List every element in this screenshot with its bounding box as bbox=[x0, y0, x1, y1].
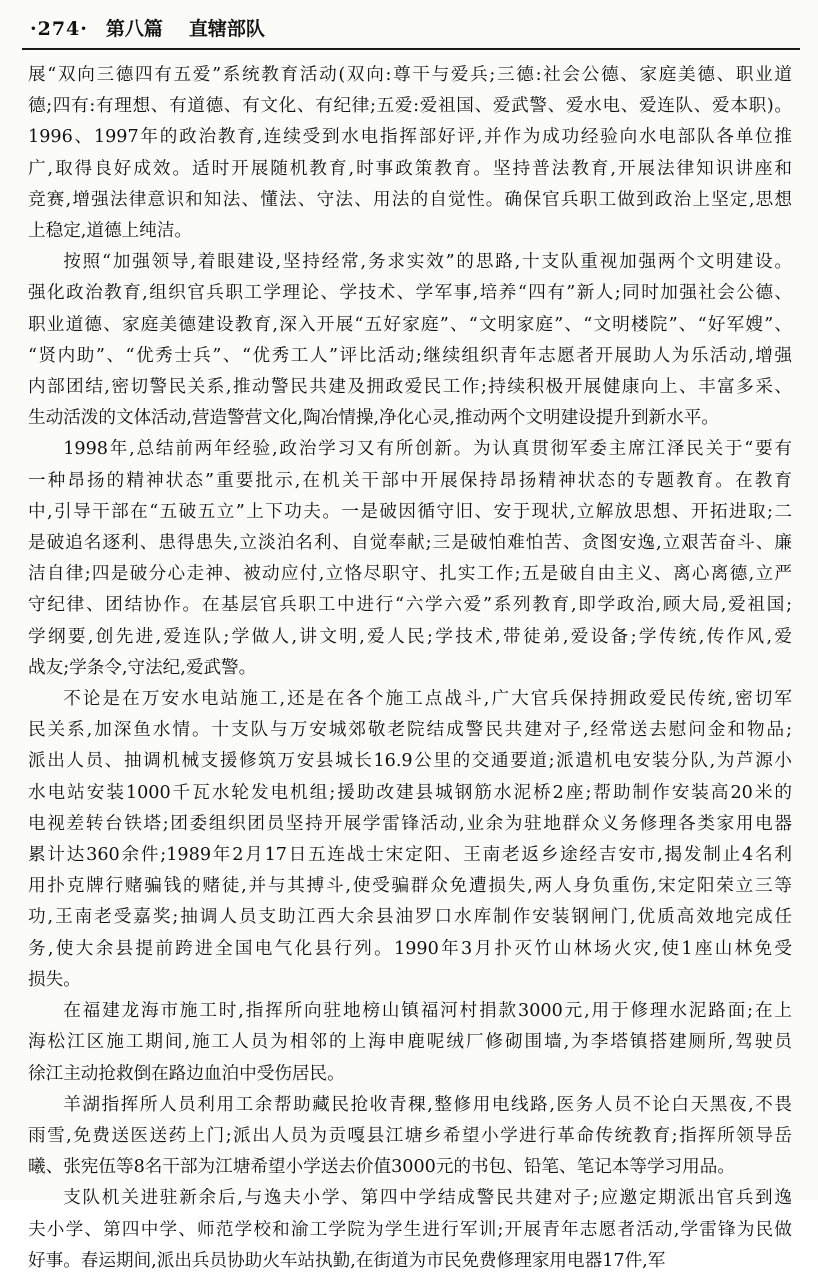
paragraph bbox=[28, 247, 792, 434]
text-line: 派出人员、抽调机械支援修筑万安县城长16.9公里的交通要道;派遣机电安装分队,为芦源小 bbox=[28, 751, 792, 772]
text-line: 支队机关进驻新余后,与逸夫小学、第四中学结成警民共建对子;应邀定期派出官兵到逸 bbox=[63, 1188, 792, 1209]
text-line: 守纪律、团结协作。在基层官兵职工中进行“六学六爱”系列教育,即学政治,顾大局,爱祖国; bbox=[28, 595, 792, 616]
text-line: 洁自律;四是破分心走神、被动应付,立恪尽职守、扎实工作;五是破自由主义、离心离德,立严 bbox=[28, 564, 792, 585]
text-line: 水电站安装1000千瓦水轮发电机组;援助改建县城钢筋水泥桥2座;帮助制作安装高20米的 bbox=[28, 782, 792, 803]
text-line: 1998年,总结前两年经验,政治学习又有所创新。为认真贯彻军委主席江泽民关于“要有 bbox=[63, 439, 792, 460]
header-rule bbox=[22, 48, 800, 50]
part-title: 第八篇 bbox=[105, 18, 163, 40]
text-line: 不论是在万安水电站施工,还是在各个施工点战斗,广大官兵保持拥政爱民传统,密切军 bbox=[63, 689, 792, 710]
text-line: 学纲要,创先进,爱连队;学做人,讲文明,爱人民;学技术,带徒弟,爱设备;学传统,传作风,爱 bbox=[28, 626, 792, 647]
paragraph bbox=[28, 996, 792, 1090]
paragraph bbox=[28, 1183, 792, 1277]
chapter-title: 直辖部队 bbox=[188, 18, 265, 40]
text-line: 职业道德、家庭美德建设教育,深入开展“五好家庭”、“文明家庭”、“文明楼院”、“好军嫂”、 bbox=[28, 314, 792, 335]
text-line: 是破追名逐利、患得患失,立淡泊名利、自觉奉献;三是破怕难怕苦、贪图安逸,立艰苦奋斗、廉 bbox=[28, 533, 792, 554]
text-line: 海松江区施工期间,施工人员为相邻的上海申鹿呢绒厂修砌围墙,为李塔镇搭建厕所,驾驶员 bbox=[28, 1032, 792, 1053]
text-line-last: 损失。 bbox=[28, 969, 81, 990]
text-line: 在福建龙海市施工时,指挥所向驻地榜山镇福河村捐款3000元,用于修理水泥路面;在上 bbox=[63, 1001, 792, 1022]
text-line: 竞赛,增强法律意识和知法、懂法、守法、用法的自觉性。确保官兵职工做到政治上坚定,思想 bbox=[28, 189, 792, 210]
text-line: 用扑克牌行赌骗钱的赌徒,并与其搏斗,使受骗群众免遭损失,两人身负重伤,宋定阳荣立三等 bbox=[28, 876, 792, 897]
text-line: 德;四有:有理想、有道德、有文化、有纪律;五爱:爱祖国、爱武警、爱水电、爱连队、爱本职)。 bbox=[28, 96, 792, 117]
text-line: 羊湖指挥所人员利用工余帮助藏民抢收青稞,整修用电线路,医务人员不论白天黑夜,不畏 bbox=[63, 1094, 792, 1115]
text-line: 电视差转台铁塔;团委组织团员坚持开展学雷锋活动,业余为驻地群众义务修理各类家用电器 bbox=[28, 813, 792, 834]
text-line: 展“双向三德四有五爱”系统教育活动(双向:尊干与爱兵;三德:社会公德、家庭美德、职业道 bbox=[28, 65, 792, 85]
text-line-last: 徐江主动抢救倒在路边血泊中受伤居民。 bbox=[28, 1063, 345, 1084]
text-line: 累计达360余件;1989年2月17日五连战士宋定阳、王南老返乡途经吉安市,揭发制止4名利 bbox=[28, 845, 792, 866]
text-line-last: 曦、张宪伍等8名干部为江塘希望小学送去价值3000元的书包、铅笔、笔记本等学习用品。 bbox=[28, 1157, 735, 1178]
paragraph bbox=[28, 434, 792, 684]
text-line: 务,使大余县提前跨进全国电气化县行列。1990年3月扑灭竹山林场火灾,使1座山林免受 bbox=[28, 938, 792, 959]
text-line: 中,引导干部在“五破五立”上下功夫。一是破因循守旧、安于现状,立解放思想、开拓进取;二 bbox=[28, 501, 792, 522]
paragraph bbox=[28, 684, 792, 996]
text-line: 功,王南老受嘉奖;抽调人员支助江西大余县油罗口水库制作安装钢闸门,优质高效地完成任 bbox=[28, 907, 792, 928]
page-number: ·274· bbox=[30, 18, 88, 40]
text-line: “贤内助”、“优秀士兵”、“优秀工人”评比活动;继续组织青年志愿者开展助人为乐活动,增强 bbox=[28, 345, 792, 366]
text-line: 内部团结,密切警民关系,推动警民共建及拥政爱民工作;持续积极开展健康向上、丰富多采、 bbox=[28, 377, 792, 398]
text-line-last: 上稳定,道德上纯洁。 bbox=[28, 221, 192, 242]
text-line: 民关系,加深鱼水情。十支队与万安城郊敬老院结成警民共建对子,经常送去慰问金和物品; bbox=[28, 720, 792, 741]
text-line: 雨雪,免费送医送药上门;派出人员为贡嘎县江塘乡希望小学进行革命传统教育;指挥所领导岳 bbox=[28, 1125, 792, 1146]
text-line: 按照“加强领导,着眼建设,坚持经常,务求实效”的思路,十支队重视加强两个文明建设。 bbox=[63, 252, 792, 273]
text-line-last: 生动活泼的文体活动,营造警营文化,陶冶情操,净化心灵,推动两个文明建设提升到新水平。 bbox=[28, 408, 719, 429]
body-text bbox=[28, 60, 792, 1277]
page-header bbox=[30, 14, 788, 48]
text-line-last: 战友;学条令,守法纪,爱武警。 bbox=[28, 657, 257, 678]
text-line: 广,取得良好成效。适时开展随机教育,时事政策教育。坚持普法教育,开展法律知识讲座和 bbox=[28, 158, 792, 179]
text-line: 夫小学、第四中学、师范学校和渝工学院为学生进行军训;开展青年志愿者活动,学雷锋为民做 bbox=[28, 1219, 792, 1240]
text-line-last: 好事。春运期间,派出兵员协助火车站执勤,在街道为市民免费修理家用电器17件,军 bbox=[28, 1250, 666, 1271]
text-line: 一种昂扬的精神状态”重要批示,在机关干部中开展保持昂扬精神状态的专题教育。在教育 bbox=[28, 470, 792, 491]
paragraph bbox=[28, 1090, 792, 1184]
text-line: 1996、1997年的政治教育,连续受到水电指挥部好评,并作为成功经验向水电部队各单位推 bbox=[28, 127, 792, 148]
paragraph bbox=[28, 60, 792, 247]
text-line: 强化政治教育,组织官兵职工学理论、学技术、学军事,培养“四有”新人;同时加强社会公德、 bbox=[28, 283, 792, 304]
